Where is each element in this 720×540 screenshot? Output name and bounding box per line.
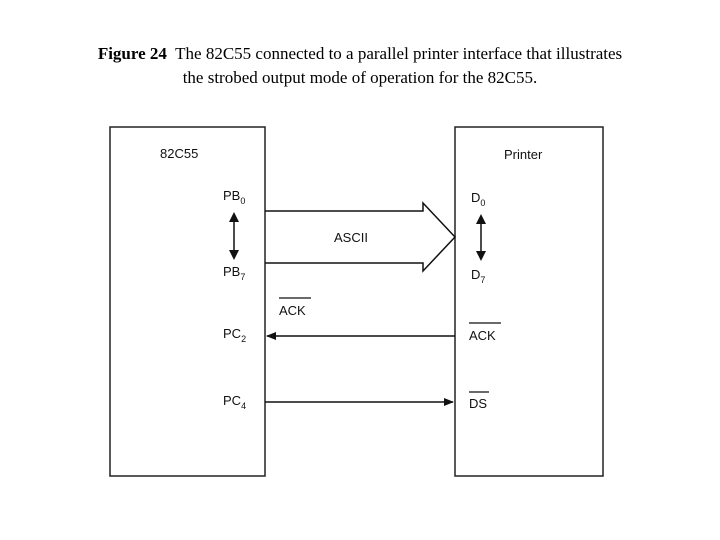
caption-line-2: the strobed output mode of operation for the 82C55. <box>182 68 538 87</box>
d-range-arrow-top <box>476 214 486 224</box>
caption-text-1: The 82C55 connected to a parallel printer interface that illustrates <box>175 44 623 63</box>
pb-range-arrow-top <box>229 212 239 222</box>
pin-pc2: $PC_2$ <box>223 326 247 344</box>
ic-82c55-title: 82C55 <box>160 146 199 161</box>
pin-pb0: $PB_0$ <box>223 188 246 206</box>
figure-label: Figure 24 <box>97 44 167 63</box>
pin-d0: $D_0$ <box>471 190 486 208</box>
pin-ds: DS <box>469 396 488 411</box>
pin-pb7: $PB_7$ <box>223 264 246 282</box>
pin-d7: $D_7$ <box>471 267 486 285</box>
d-range-arrow-bottom <box>476 251 486 261</box>
ack-line-label: ACK <box>279 303 306 318</box>
pin-pc4: $PC_4$ <box>223 393 247 411</box>
printer-title: Printer <box>504 147 543 162</box>
ic-82c55-block <box>110 127 265 476</box>
pb-range-arrow-bottom <box>229 250 239 260</box>
printer-block <box>455 127 603 476</box>
pin-ack-printer: ACK <box>469 328 496 343</box>
ascii-bus-label: ASCII <box>334 230 368 245</box>
